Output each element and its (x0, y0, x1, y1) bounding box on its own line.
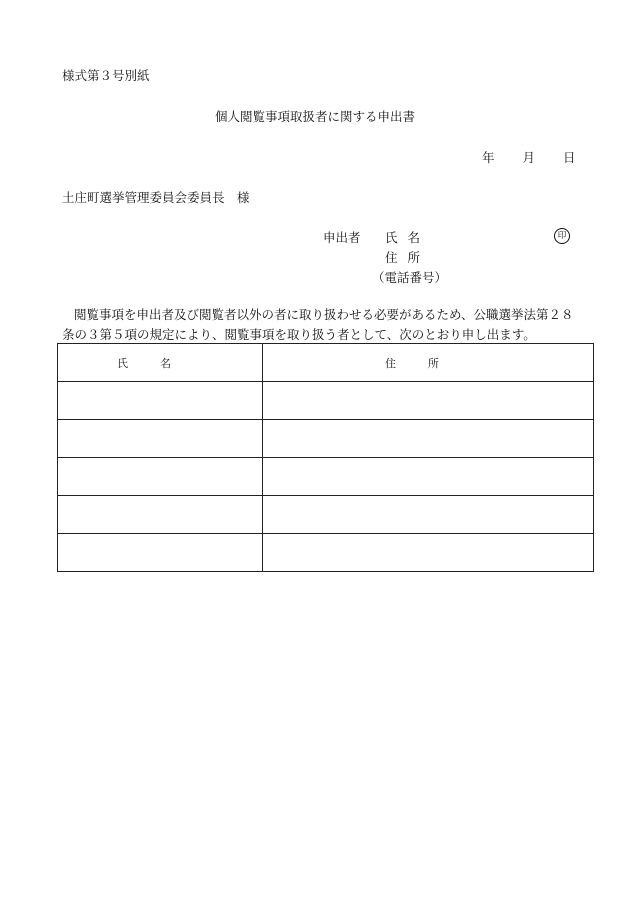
table-header-row (58, 344, 594, 382)
document-title: 個人閲覧事項取扱者に関する申出書 (214, 109, 415, 124)
applicant-name-label: 氏名 (385, 230, 431, 245)
address-cell[interactable] (263, 534, 594, 572)
address-cell[interactable] (263, 382, 594, 420)
form-number: 様式第３号別紙 (62, 68, 150, 83)
applicant-label: 申出者 (323, 230, 361, 245)
header-address: 住所 (263, 344, 594, 382)
address-cell[interactable] (263, 458, 594, 496)
date-day-label: 日 (563, 150, 576, 165)
table-row (58, 420, 594, 458)
date-line (482, 148, 576, 166)
name-cell[interactable] (58, 458, 263, 496)
applicant-address-label: 住所 (385, 250, 431, 265)
table-row (58, 496, 594, 534)
date-year-label: 年 (482, 150, 495, 165)
header-name: 氏名 (58, 344, 263, 382)
name-cell[interactable] (58, 534, 263, 572)
handler-table (57, 343, 594, 572)
name-cell[interactable] (58, 382, 263, 420)
date-month-label: 月 (522, 150, 536, 165)
address-cell[interactable] (263, 496, 594, 534)
applicant-phone-label: （電話番号） (372, 270, 448, 285)
name-cell[interactable] (58, 496, 263, 534)
table-row (58, 534, 594, 572)
table-row (58, 458, 594, 496)
address-cell[interactable] (263, 420, 594, 458)
seal-icon: 印 (554, 228, 570, 244)
table-row (58, 382, 594, 420)
body-paragraph: 閲覧事項を申出者及び閲覧者以外の者に取り扱わせる必要があるため、公職選挙法第２８条の３第５項の規定により、閲覧事項を取り扱う者として、次のとおり申し出ます。 (62, 307, 574, 342)
addressee: 土庄町選挙管理委員会委員長 様 (62, 190, 250, 205)
name-cell[interactable] (58, 420, 263, 458)
